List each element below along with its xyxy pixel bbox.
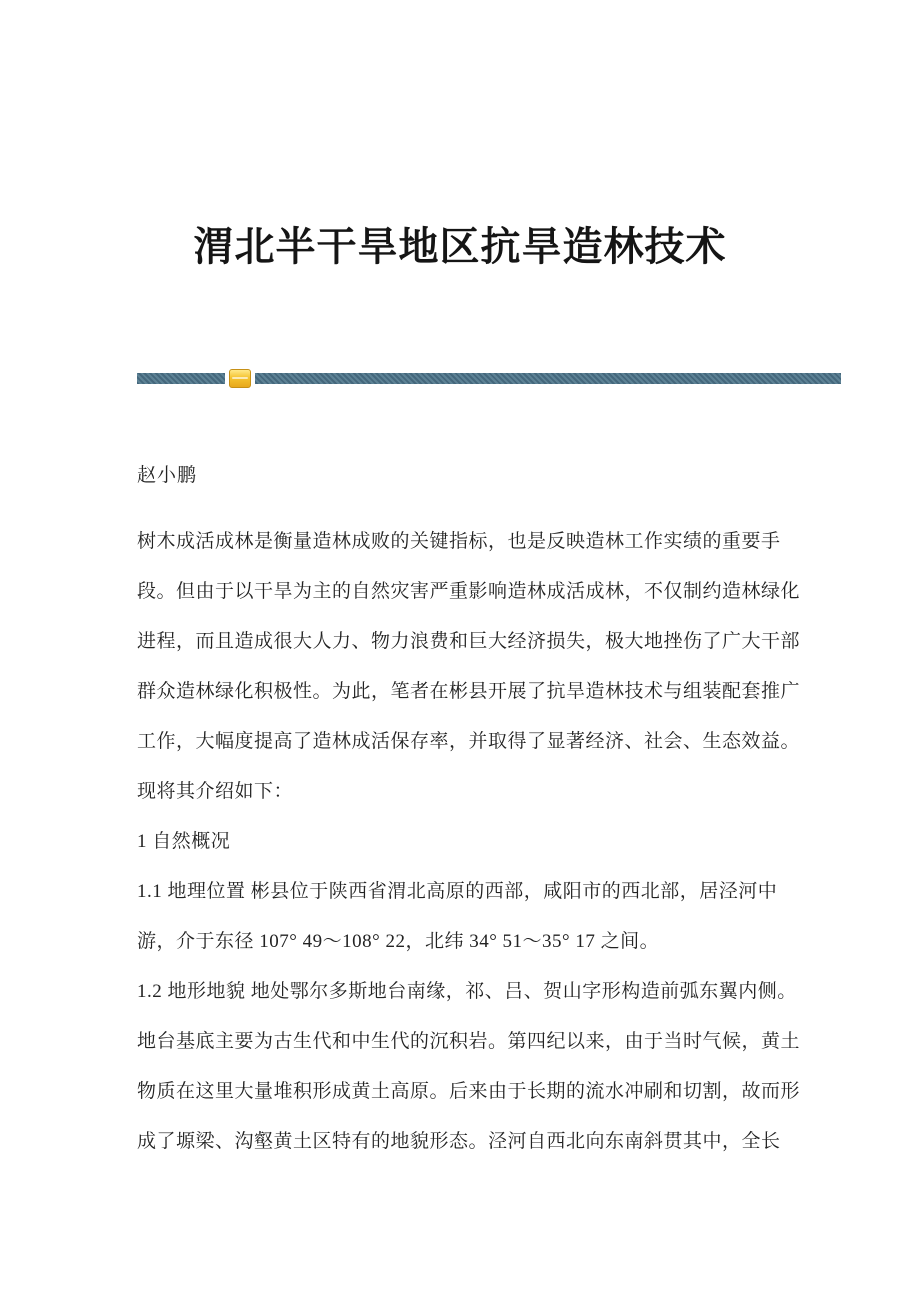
body-line: 1.1 地理位置 彬县位于陕西省渭北高原的西部，咸阳市的西北部，居泾河中 [137, 881, 778, 902]
document-title: 渭北半干旱地区抗旱造林技术 [193, 224, 727, 269]
body-line: 树木成活成林是衡量造林成败的关键指标，也是反映造林工作实绩的重要手 [137, 531, 781, 552]
body-line: 工作，大幅度提高了造林成活保存率，并取得了显著经济、社会、生态效益。 [137, 731, 801, 752]
body-line: 群众造林绿化积极性。为此，笔者在彬县开展了抗旱造林技术与组装配套推广 [137, 681, 801, 702]
body-line: 游，介于东径 107° 49～108° 22，北纬 34° 51～35° 17 之间。 [137, 931, 660, 952]
body-line: 成了塬梁、沟壑黄土区特有的地貌形态。泾河自西北向东南斜贯其中，全长 [137, 1131, 781, 1152]
author-name: 赵小鹏 [137, 465, 198, 486]
section-heading: 1 自然概况 [137, 831, 231, 852]
body-line: 地台基底主要为古生代和中生代的沉积岩。第四纪以来，由于当时气候，黄土 [137, 1031, 801, 1052]
body-line: 进程，而且造成很大人力、物力浪费和巨大经济损失，极大地挫伤了广大干部 [137, 631, 801, 652]
body-line: 段。但由于以干旱为主的自然灾害严重影响造林成活成林，不仅制约造林绿化 [137, 581, 801, 602]
document-body [137, 465, 801, 1180]
body-line: 物质在这里大量堆积形成黄土高原。后来由于长期的流水冲刷和切割，故而形 [137, 1081, 801, 1102]
envelope-icon [229, 369, 251, 388]
body-line: 1.2 地形地貌 地处鄂尔多斯地台南缘，祁、吕、贺山字形构造前弧东翼内侧。 [137, 981, 797, 1002]
body-line: 现将其介绍如下： [137, 781, 294, 802]
section-divider [137, 373, 841, 384]
